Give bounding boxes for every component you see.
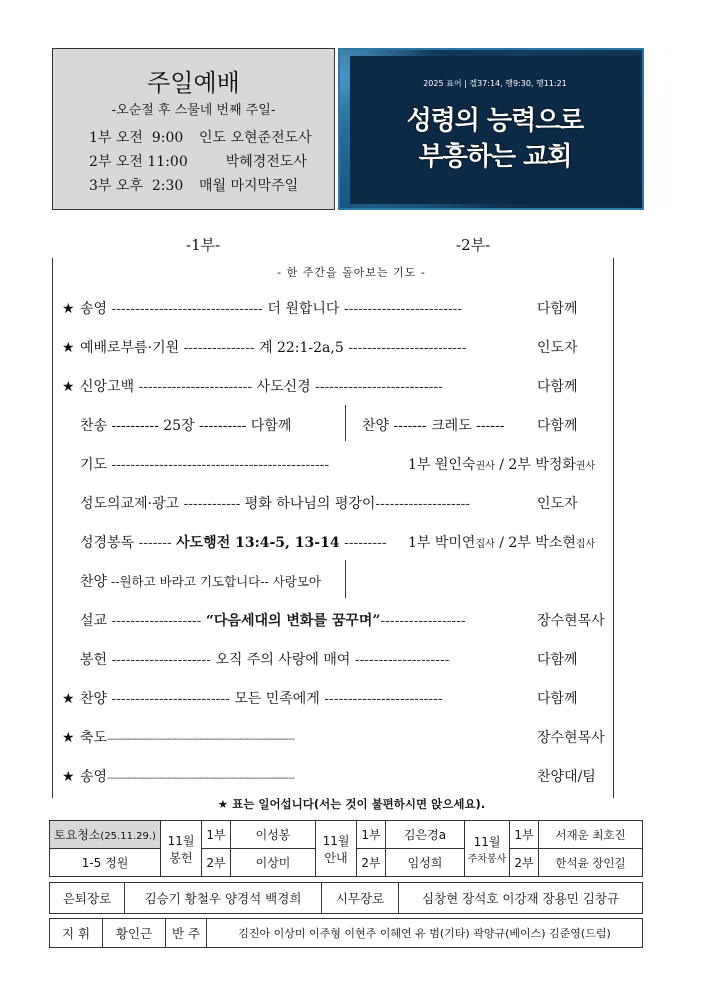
guide-part2: 2부: [357, 849, 386, 877]
guide-name1: 김은경a: [386, 821, 465, 849]
accompanist-label: 반 주: [166, 919, 207, 948]
parking-duty-label: 11월 주차봉사: [465, 821, 510, 877]
banner-panel: [350, 56, 640, 204]
guide-part1: 1부: [357, 821, 386, 849]
motto-banner: [338, 48, 644, 210]
cleaning-label: 토요청소(25.11.29.): [50, 821, 161, 849]
order-item-closing-doxology: ★ 송영-----------------------------------------------------------------: [62, 769, 295, 785]
order-item-offering-leader: 다함께: [537, 652, 578, 668]
order-item-praise: 찬양 --원하고 바라고 기도합니다-- 사랑모아: [80, 574, 321, 590]
retired-elders-names: 김승기 황철우 양경석 백경희: [125, 883, 322, 914]
guide-duty-label: 11월 안내: [316, 821, 357, 877]
conductor-name: 황인근: [103, 919, 166, 948]
order-item-fellowship: 성도의교제·광고 ------------ 평화 하나님의 평강이--------------------: [80, 496, 471, 512]
offering-name2: 이상미: [231, 849, 316, 877]
order-item-prayer-leaders: 1부 원인숙권사 / 2부 박정화권사: [408, 457, 596, 473]
order-item-scripture: 성경봉독 ------- 사도행전 13:4-5, 13-14 ---------: [80, 535, 387, 551]
parking-name2: 한석윤 장인길: [539, 849, 643, 877]
order-item-closing-doxology-leader: 찬양대/팀: [537, 769, 596, 785]
order-item-closing-praise: ★ 찬양 ------------------------- 모든 민족에게 -------------------------: [62, 691, 443, 707]
duty-table: [49, 820, 643, 877]
order-item-call-to-worship-leader: 인도자: [537, 340, 578, 356]
service-time-1: 1부 오전 9:00 인도 오현준전도사: [89, 130, 312, 146]
order-item-benediction-leader: 장수현목사: [537, 730, 605, 746]
service-info-box: [52, 48, 335, 210]
cleaning-group: 1-5 정원: [50, 849, 161, 877]
section-label-first: -1부-: [186, 236, 221, 254]
active-elders-names: 심창현 장석호 이강재 장용민 김창규: [399, 883, 643, 914]
page-subtitle: -오순절 후 스물네 번째 주일-: [111, 103, 276, 118]
elders-table: [49, 882, 643, 914]
order-item-praise-2nd: 찬양 ------- 크레도 ------: [362, 418, 505, 434]
offering-name1: 이성봉: [231, 821, 316, 849]
reflection-prayer: - 한 주간을 돌아보는 기도 -: [277, 266, 426, 279]
service-time-2: 2부 오전 11:00 박혜경전도사: [89, 154, 307, 170]
order-item-call-to-worship: ★ 예배로부름·기원 --------------- 계 22:1-2a,5 -------------------------: [62, 340, 467, 356]
banner-slogan-line2: 부흥하는 교회: [418, 142, 572, 172]
active-elders-label: 시무장로: [322, 883, 399, 914]
choir-table: [49, 918, 643, 948]
service-time-3: 3부 오후 2:30 매월 마지막주일: [89, 178, 299, 194]
conductor-label: 지 휘: [50, 919, 103, 948]
parking-part1: 1부: [510, 821, 539, 849]
parking-name1: 서재운 최호진: [539, 821, 643, 849]
order-item-praise-2nd-leader: 다함께: [537, 418, 578, 434]
order-item-prayer: 기도 ----------------------------------------------: [80, 457, 330, 473]
guide-name2: 임성희: [386, 849, 465, 877]
parking-part2: 2부: [510, 849, 539, 877]
order-item-closing-praise-leader: 다함께: [537, 691, 578, 707]
order-item-doxology-leader: 다함께: [537, 301, 578, 317]
praise-divider: [345, 560, 346, 598]
order-item-creed-leader: 다함께: [537, 379, 578, 395]
section-label-second: -2부-: [456, 236, 491, 254]
offering-duty-label: 11월 봉헌: [161, 821, 202, 877]
split-divider: [345, 405, 346, 441]
order-item-creed: ★ 신앙고백 ------------------------ 사도신경 ---------------------------: [62, 379, 443, 395]
order-item-sermon-preacher: 장수현목사: [537, 613, 605, 629]
page-title: 주일예배: [147, 69, 240, 97]
stand-note: ★ 표는 일어섭니다(서는 것이 불편하시면 앉으세요).: [217, 797, 486, 811]
order-item-doxology: ★ 송영 -------------------------------- 더 원합니다 -------------------------: [62, 301, 463, 317]
banner-slogan-line1: 성령의 능력으로: [406, 106, 584, 136]
offering-part1: 1부: [202, 821, 231, 849]
order-item-hymn: 찬송 ---------- 25장 ---------- 다함께: [80, 418, 292, 434]
order-item-fellowship-leader: 인도자: [537, 496, 578, 512]
order-item-benediction: ★ 축도-----------------------------------------------------------------: [62, 730, 295, 746]
order-item-sermon: 설교 ------------------- “다음세대의 변화를 꿈꾸며”------------------: [80, 613, 466, 629]
order-item-scripture-readers: 1부 박미연집사 / 2부 박소현집사: [408, 535, 596, 551]
order-item-offering: 봉헌 --------------------- 오직 주의 사랑에 매여 --------------------: [80, 652, 450, 668]
accompanist-names: 김진아 이상미 이주형 이현주 이혜연 유 범(기타) 곽양규(베이스) 김준영(드럼): [207, 919, 643, 948]
banner-reference: 2025 표어 | 겔37:14, 행9:30, 행11:21: [423, 79, 567, 88]
offering-part2: 2부: [202, 849, 231, 877]
retired-elders-label: 은퇴장로: [50, 883, 125, 914]
